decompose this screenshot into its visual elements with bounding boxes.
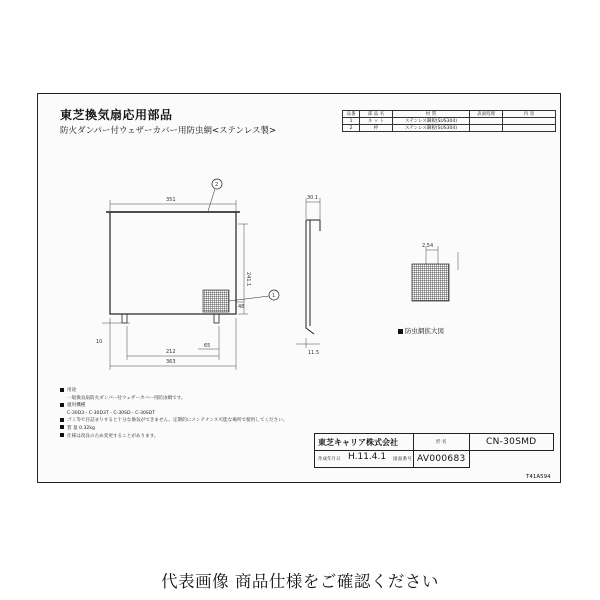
creation-date: H.11.4.1 [348, 452, 387, 462]
sheet-title: 東芝換気扇応用部品 [60, 108, 173, 122]
note-item: 質 量 0.32kg [60, 425, 287, 433]
dim-label: 30.1 [307, 195, 319, 201]
parts-cell: ネ ッ ト [360, 118, 393, 125]
square-bullet-icon [60, 425, 64, 429]
company-name: 東芝キャリア株式会社 [315, 434, 414, 451]
parts-cell: 1 [343, 118, 360, 125]
parts-cell: ステンレス鋼板(SUS304) [393, 118, 470, 125]
model-number: CN-30SMD [469, 434, 554, 451]
dim-label: 65 [204, 343, 211, 349]
note-item: 仕様は改良のため変更することがあります。 [60, 433, 287, 441]
drawing-no-label: 図面番号 [393, 457, 413, 462]
parts-cell: 2 [343, 125, 360, 132]
parts-cell: ステンレス鋼板(SUS304) [393, 125, 470, 132]
square-bullet-icon [60, 433, 64, 437]
sheet-subtitle: 防火ダンパー付ウェザーカバー用防虫網<ステンレス製> [60, 126, 277, 136]
side-view [306, 220, 320, 334]
square-bullet-icon [60, 403, 64, 407]
dim-label: 11.5 [308, 350, 320, 356]
callout-number: 2 [215, 182, 219, 188]
model-label: 形 名 [414, 434, 470, 451]
note-item: 適用機種 [60, 402, 287, 410]
dim-label: 351 [166, 197, 176, 203]
square-bullet-icon [60, 388, 64, 392]
net-panel [203, 290, 229, 312]
square-bullet-icon [60, 418, 64, 422]
note-line: 一般換気扇防火ダンパー付ウェザーカバー用防虫網です。 [67, 395, 186, 401]
parts-header: 材 質 [393, 111, 470, 118]
sheet-code: T41A594 [526, 474, 551, 480]
parts-header: 表面処理 [470, 111, 503, 118]
notes-block [60, 387, 287, 440]
note-line: C-30D3・C-30D3T・C-30SD・C-30SDT [67, 410, 156, 416]
callout-2 [208, 179, 222, 211]
square-bullet-icon [398, 329, 403, 334]
dim-label: 212 [166, 349, 176, 355]
parts-header: 部 品 名 [360, 111, 393, 118]
parts-header: 内 容 [503, 111, 556, 118]
drawing-sheet [37, 93, 561, 483]
net-enlarged [412, 264, 449, 301]
note-item: 用途 [60, 387, 287, 395]
dim-label: 363 [166, 359, 176, 365]
drawing-number: AV000683 [417, 454, 466, 464]
parts-cell: 枠 [360, 125, 393, 132]
net-enlarged-label: 防虫網拡大図 [398, 326, 444, 335]
dim-label: 10 [96, 339, 103, 345]
title-block [314, 433, 554, 468]
dim-label: 2.54 [422, 243, 434, 249]
dim-label: 241.1 [245, 272, 251, 287]
date-label: 作成年月日 [315, 451, 414, 468]
dimension-lines [102, 200, 248, 370]
dim-label: 48 [238, 304, 245, 310]
technical-drawing [38, 94, 562, 434]
note-item: ゴミ等で目詰まりすると十分な換気ができません。定期的にメンテナンス可能な場所で使用してください。 [60, 417, 287, 425]
callout-number: 1 [272, 293, 276, 299]
image-caption: 代表画像 商品仕様をご確認ください [161, 572, 439, 591]
parts-header: 品番 [343, 111, 360, 118]
